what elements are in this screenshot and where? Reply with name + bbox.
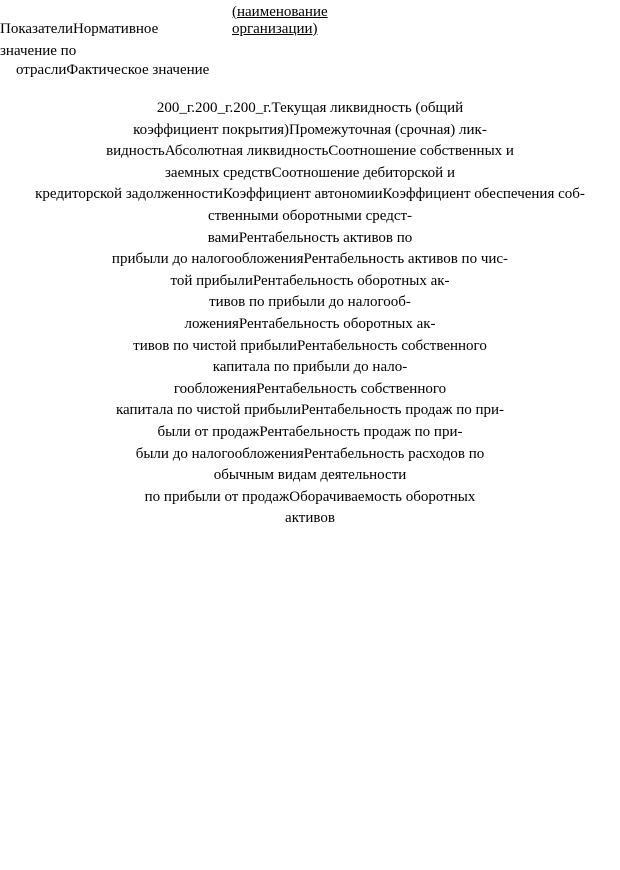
header-row-actual: отраслиФактическое значение — [16, 62, 210, 78]
body-line: капитала по чистой прибылиРентабельность продаж по при- — [115, 402, 505, 419]
body-line: обычным видам деятельности — [213, 467, 407, 484]
body-line: были до налогообложенияРентабельность расходов по — [135, 445, 485, 462]
body-line: коэффициент покрытия)Промежуточная (срочная) лик- — [133, 121, 487, 138]
header-row-normative: значение по — [0, 43, 77, 59]
body-line: тивов по прибыли до налогооб- — [209, 294, 411, 311]
org-caption-line2: организации) — [232, 21, 318, 37]
body-line: видностьАбсолютная ликвидностьСоотношение собственных и — [106, 143, 514, 160]
body-line: активов — [285, 510, 335, 527]
body-line: 200_г.200_г.200_г.Текущая ликвидность (общий — [156, 100, 464, 116]
body-line: ственными оборотными средст- — [207, 208, 413, 224]
body-line: прибыли до налогообложенияРентабельность активов по чис- — [111, 251, 509, 268]
org-caption-line1: (наименование — [232, 4, 328, 20]
body-line: капитала по прибыли до нало- — [212, 359, 408, 376]
body-line: ложенияРентабельность оборотных ак- — [184, 316, 436, 332]
body-line: заемных средствСоотношение дебиторской и — [165, 164, 455, 181]
body-line: были от продажРентабельность продаж по при- — [157, 424, 463, 440]
body-line: гообложенияРентабельность собственного — [173, 380, 447, 397]
body-line: вамиРентабельность активов по — [207, 229, 413, 246]
header-row-indicators: ПоказателиНормативное — [0, 21, 159, 37]
body-line: кредиторской задолженностиКоэффициент автономииКоэффициент обеспечения соб- — [35, 186, 585, 203]
body-line: по прибыли от продажОборачиваемость оборотных — [144, 488, 476, 505]
body-line: тивов по чистой прибылиРентабельность собственного — [133, 337, 487, 354]
body-line: той прибылиРентабельность оборотных ак- — [170, 272, 450, 289]
